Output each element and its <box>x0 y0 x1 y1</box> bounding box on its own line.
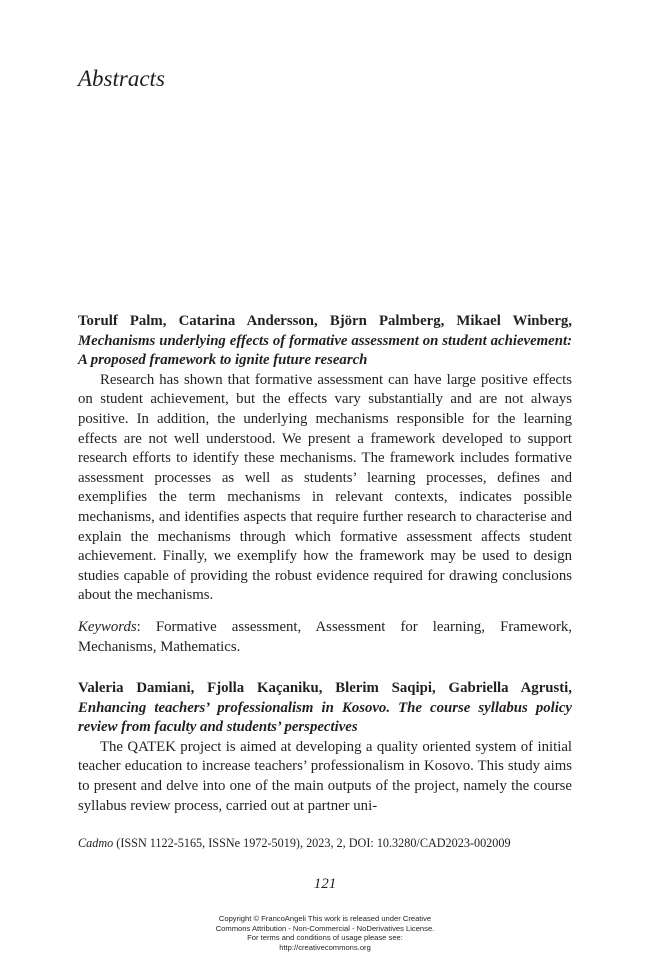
entry-title: Mechanisms underlying effects of formative assessment on student achievement: A proposed framework to ignite future research <box>78 332 572 369</box>
entry-title: Enhancing teachers’ professionalism in Kosovo. The course syllabus policy review from faculty and students’ perspectives <box>78 699 572 736</box>
citation-text: (ISSN 1122-5165, ISSNe 1972-5019), 2023, 2, DOI: 10.3280/CAD2023-002009 <box>113 836 511 850</box>
entry-authors: Valeria Damiani, Fjolla Kaçaniku, Blerim Saqipi, Gabriella Agrusti, <box>78 680 572 696</box>
entry-authors: Torulf Palm, Catarina Andersson, Björn Palmberg, Mikael Winberg, <box>78 313 572 329</box>
license-line: Copyright © FrancoAngeli This work is released under Creative <box>218 914 432 923</box>
entry-header <box>78 679 572 738</box>
abstract-entry-2 <box>78 679 572 816</box>
license-link[interactable]: http://creativecommons.org <box>279 942 371 952</box>
license-line: For terms and conditions of usage please see: <box>247 933 403 942</box>
license-notice <box>0 914 650 952</box>
journal-name: Cadmo <box>78 836 114 850</box>
keywords-text: : Formative assessment, Assessment for learning, Framework, Mechanisms, Mathematics. <box>78 618 572 655</box>
section-heading: Abstracts <box>78 66 165 91</box>
entry-header <box>78 312 572 371</box>
citation-footer <box>78 836 511 851</box>
page-number: 121 <box>313 876 337 892</box>
keywords-label: Keywords <box>78 618 137 635</box>
keywords-line <box>78 618 572 657</box>
license-line: Commons Attribution - Non-Commercial - NoDerivatives License. <box>215 923 435 933</box>
abstract-body: The QATEK project is aimed at developing a quality oriented system of initial teacher education to increase teachers’ professionalism in Kosovo. This study aims to present and delve into one of the main outputs of the project, namely the course syllabus review process, carried out at partner uni- <box>78 738 572 814</box>
abstract-body: Research has shown that formative assessment can have large positive effects on student achievement, but the effects vary substantially and are not always positive. In addition, the underlying mechanisms responsible for the learning effects are not well understood. We present a framework developed to support research efforts to identify these mechanisms. The framework includes formative assessment processes as well as students’ learning processes, defines and exemplifies the term mechanisms in relevant contexts, indicates possible mechanisms, and identifies aspects that require further research to characterise and explain the mechanisms through which formative assessment affects student achievement. Finally, we exemplify how the framework may be used to design studies capable of providing the robust evidence required for drawing conclusions about the mechanisms. <box>78 371 572 604</box>
abstract-entry-1 <box>78 312 572 657</box>
